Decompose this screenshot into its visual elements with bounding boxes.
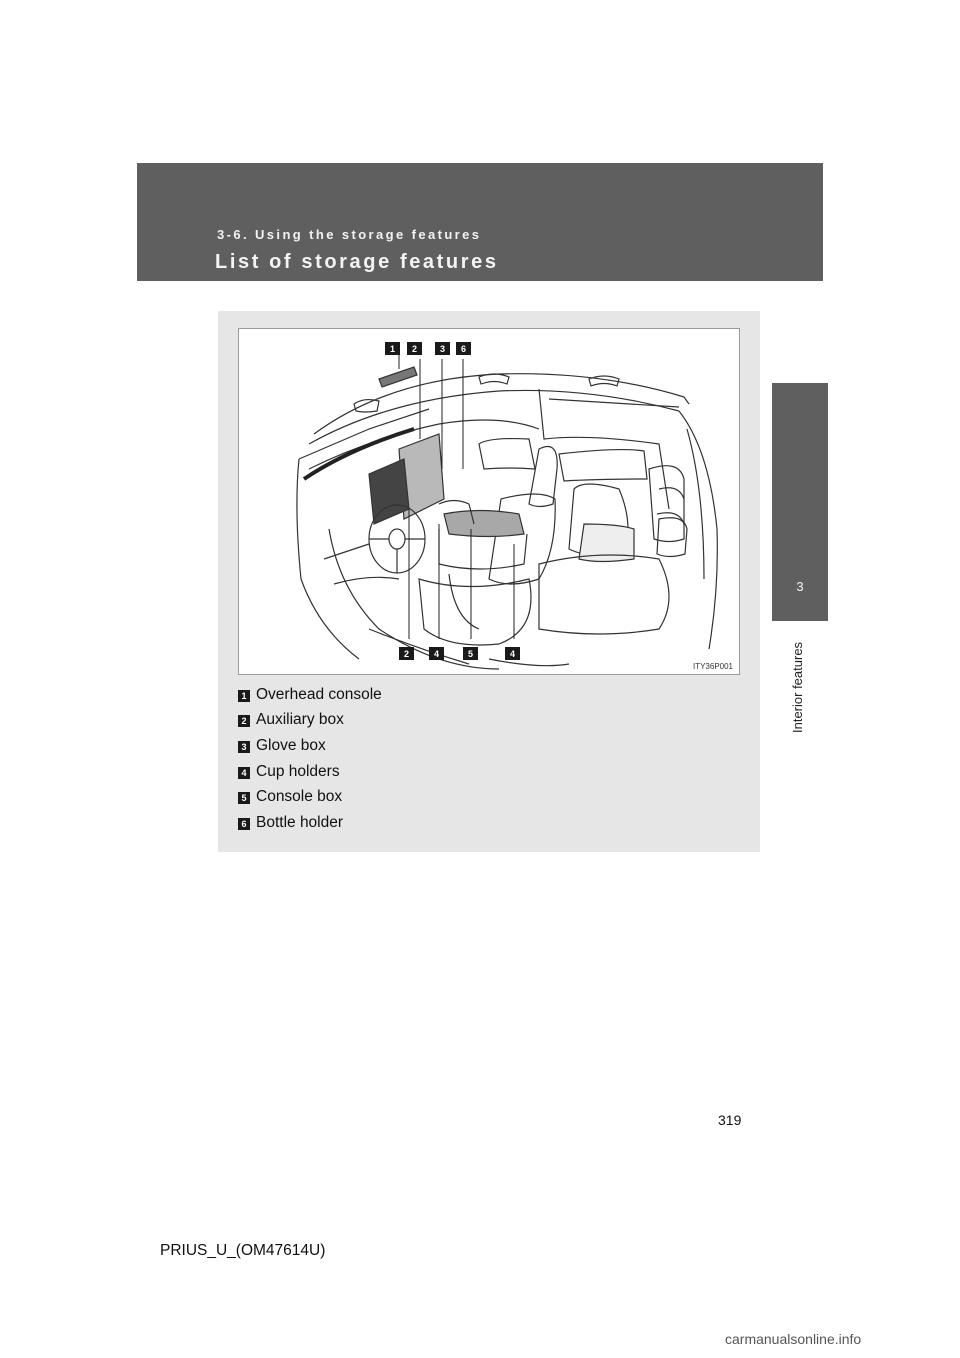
list-item (238, 759, 382, 785)
section-label: 3-6. Using the storage features (217, 227, 482, 242)
bottom-callouts (399, 647, 520, 660)
callout-bottom-2: 4 (433, 649, 440, 659)
legend-label: Console box (256, 788, 343, 806)
list-item (238, 784, 382, 810)
list-item (238, 682, 382, 708)
list-item (238, 708, 382, 734)
interior-illustration (238, 328, 740, 675)
list-item (238, 733, 382, 759)
legend-label: Glove box (256, 736, 326, 754)
callout-top-3: 3 (439, 344, 446, 354)
watermark-text[interactable]: carmanualsonline.info (725, 1331, 862, 1347)
callout-bottom-1: 2 (403, 649, 410, 659)
section-header (137, 163, 823, 281)
document-code: PRIUS_U_(OM47614U) (160, 1242, 326, 1259)
page-title: List of storage features (215, 251, 499, 273)
number-badge: 2 (238, 715, 250, 727)
number-badge: 6 (238, 818, 250, 830)
legend-label: Auxiliary box (256, 711, 344, 729)
figure-code: ITY36P001 (692, 662, 733, 671)
number-badge: 3 (238, 741, 250, 753)
number-badge: 4 (238, 767, 250, 779)
legend-list (238, 682, 382, 836)
chapter-title: Interior features (790, 641, 805, 733)
number-badge: 5 (238, 792, 250, 804)
callout-top-1: 1 (389, 344, 396, 354)
legend-label: Overhead console (256, 685, 382, 703)
chapter-number: 3 (796, 579, 804, 594)
number-badge: 1 (238, 690, 250, 702)
car-interior-drawing (239, 329, 739, 674)
legend-label: Cup holders (256, 762, 340, 780)
callout-top-4: 6 (460, 344, 467, 354)
top-callouts (385, 342, 471, 355)
chapter-tab[interactable] (772, 383, 828, 621)
callout-top-2: 2 (411, 344, 418, 354)
callout-bottom-4: 4 (509, 649, 516, 659)
page-number: 319 (718, 1112, 742, 1128)
callout-bottom-3: 5 (467, 649, 474, 659)
content-box (218, 311, 760, 852)
legend-label: Bottle holder (256, 813, 344, 831)
list-item (238, 810, 382, 836)
